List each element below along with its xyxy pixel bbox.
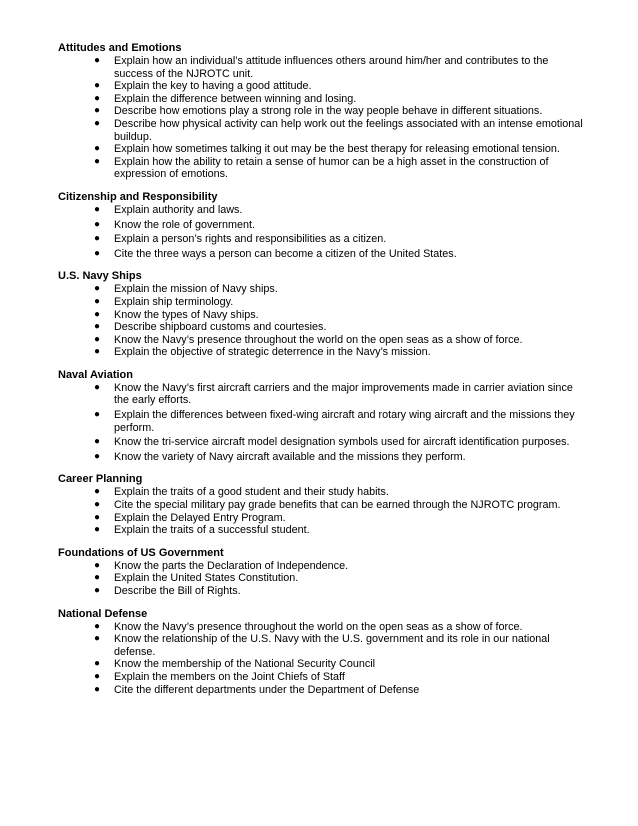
list-item-text: Know the parts the Declaration of Independence. xyxy=(114,559,349,572)
list-item-text: Know the tri-service aircraft model designation symbols used for aircraft identification purposes. xyxy=(114,436,570,449)
list-item xyxy=(94,218,583,232)
list-item-text: Explain ship terminology. xyxy=(114,295,234,308)
list-item xyxy=(94,203,583,217)
bullet-icon: ● xyxy=(94,585,101,596)
bullet-list xyxy=(58,283,583,359)
bullet-icon: ● xyxy=(94,620,101,632)
list-item xyxy=(94,247,583,261)
section xyxy=(58,608,583,697)
list-item xyxy=(94,620,583,634)
bullet-icon: ● xyxy=(94,143,101,155)
section xyxy=(58,473,583,536)
bullet-icon: ● xyxy=(94,658,101,670)
list-item-text: Describe the Bill of Rights. xyxy=(114,585,241,597)
section xyxy=(58,270,583,359)
section-heading: Naval Aviation xyxy=(58,368,133,381)
list-item xyxy=(94,511,583,525)
list-item-text: Cite the special military pay grade benefits that can be earned through the NJROTC program. xyxy=(114,499,561,512)
list-item-text: Know the role of government. xyxy=(114,218,256,231)
list-item xyxy=(94,381,583,407)
bullet-icon: ● xyxy=(94,511,101,523)
list-item xyxy=(94,105,583,118)
list-item xyxy=(94,295,583,309)
list-item-text: Describe how emotions play a strong role in the way people behave in different situations. xyxy=(114,105,543,118)
bullet-icon: ● xyxy=(94,80,101,92)
list-item-text: Explain the difference between winning and losing. xyxy=(114,92,357,105)
list-item xyxy=(94,233,583,246)
document-body xyxy=(58,42,583,706)
bullet-icon: ● xyxy=(94,233,101,245)
list-item-text: Explain the differences between fixed-wing aircraft and rotary wing aircraft and the missions they perform. xyxy=(114,409,575,434)
section-heading: Career Planning xyxy=(58,473,143,486)
bullet-icon: ● xyxy=(94,683,101,695)
list-item xyxy=(94,143,583,156)
bullet-icon: ● xyxy=(94,92,101,104)
bullet-list xyxy=(58,486,583,536)
list-item-text: Cite the different departments under the Department of Defense xyxy=(114,683,420,696)
bullet-icon: ● xyxy=(94,572,101,584)
list-item-text: Know the relationship of the U.S. Navy with the U.S. government and its role in our national defense. xyxy=(114,633,550,658)
bullet-icon: ● xyxy=(94,295,101,307)
list-item xyxy=(94,572,583,585)
bullet-icon: ● xyxy=(94,333,101,345)
list-item xyxy=(94,92,583,106)
section xyxy=(58,369,583,464)
section-heading: U.S. Navy Ships xyxy=(58,270,142,283)
list-item-text: Explain how sometimes talking it out may be the best therapy for releasing emotional tension. xyxy=(114,143,560,156)
section xyxy=(58,191,583,260)
bullet-icon: ● xyxy=(94,218,101,230)
bullet-icon: ● xyxy=(94,283,101,295)
list-item-text: Explain the objective of strategic deterrence in the Navy’s mission. xyxy=(114,346,431,359)
list-item xyxy=(94,633,583,658)
list-item xyxy=(94,308,583,322)
bullet-icon: ● xyxy=(94,559,101,571)
list-item-text: Explain the traits of a successful student. xyxy=(114,524,310,537)
list-item xyxy=(94,283,583,296)
section-heading: National Defense xyxy=(58,607,148,620)
list-item-text: Explain the mission of Navy ships. xyxy=(114,283,278,296)
list-item-text: Know the Navy’s presence throughout the world on the open seas as a show of force. xyxy=(114,333,523,346)
bullet-icon: ● xyxy=(94,321,101,333)
list-item xyxy=(94,321,583,334)
list-item xyxy=(94,409,583,434)
list-item xyxy=(94,683,583,697)
list-item xyxy=(94,658,583,671)
list-item-text: Describe how physical activity can help work out the feelings associated with an intense emotional buildup. xyxy=(114,117,583,143)
list-item xyxy=(94,585,583,598)
section xyxy=(58,547,583,598)
section-heading: Attitudes and Emotions xyxy=(58,42,182,54)
list-item xyxy=(94,333,583,347)
list-item-text: Explain the Delayed Entry Program. xyxy=(114,511,286,524)
bullet-list xyxy=(58,55,583,181)
list-item xyxy=(94,559,583,573)
list-item-text: Know the types of Navy ships. xyxy=(114,308,259,321)
bullet-icon: ● xyxy=(94,486,101,498)
bullet-icon: ● xyxy=(94,117,101,129)
list-item xyxy=(94,670,583,684)
bullet-list xyxy=(58,560,583,598)
list-item-text: Explain the key to having a good attitude. xyxy=(114,80,312,93)
bullet-icon: ● xyxy=(94,450,101,462)
bullet-icon: ● xyxy=(94,670,101,682)
bullet-icon: ● xyxy=(94,155,101,167)
list-item xyxy=(94,346,583,359)
bullet-list xyxy=(58,204,583,260)
list-item-text: Know the membership of the National Security Council xyxy=(114,658,376,671)
list-item xyxy=(94,524,583,537)
list-item-text: Explain authority and laws. xyxy=(114,203,243,216)
list-item xyxy=(94,155,583,181)
list-item xyxy=(94,486,583,499)
list-item-text: Know the Navy’s first aircraft carriers and the major improvements made in carrier aviation since the early efforts. xyxy=(114,381,573,407)
list-item-text: Explain how the ability to retain a sense of humor can be a high asset in the construction of expression of emotions. xyxy=(114,155,549,181)
bullet-icon: ● xyxy=(94,203,101,215)
list-item xyxy=(94,80,583,93)
section-heading: Foundations of US Government xyxy=(58,546,224,559)
bullet-icon: ● xyxy=(94,55,101,66)
list-item-text: Explain a person’s rights and responsibilities as a citizen. xyxy=(114,233,387,246)
section-heading: Citizenship and Responsibility xyxy=(58,190,218,203)
list-item-text: Explain the United States Constitution. xyxy=(114,572,299,585)
bullet-icon: ● xyxy=(94,381,101,393)
list-item xyxy=(94,55,583,80)
list-item-text: Know the variety of Navy aircraft available and the missions they perform. xyxy=(114,450,466,463)
list-item xyxy=(94,436,583,449)
bullet-icon: ● xyxy=(94,524,101,536)
bullet-icon: ● xyxy=(94,633,101,645)
list-item-text: Explain the traits of a good student and their study habits. xyxy=(114,486,389,499)
bullet-icon: ● xyxy=(94,436,101,448)
list-item-text: Cite the three ways a person can become a citizen of the United States. xyxy=(114,247,457,260)
section xyxy=(58,42,583,181)
list-item xyxy=(94,499,583,512)
list-item-text: Explain the members on the Joint Chiefs of Staff xyxy=(114,670,345,683)
list-item xyxy=(94,117,583,143)
bullet-icon: ● xyxy=(94,409,101,421)
bullet-icon: ● xyxy=(94,247,101,259)
bullet-list xyxy=(58,621,583,697)
list-item-text: Explain how an individual’s attitude influences others around him/her and contributes to the success of the NJROTC unit. xyxy=(114,55,549,80)
bullet-icon: ● xyxy=(94,105,101,117)
list-item-text: Describe shipboard customs and courtesies. xyxy=(114,321,327,334)
list-item-text: Know the Navy’s presence throughout the world on the open seas as a show of force. xyxy=(114,620,523,633)
bullet-list xyxy=(58,382,583,464)
bullet-icon: ● xyxy=(94,308,101,320)
list-item xyxy=(94,450,583,464)
bullet-icon: ● xyxy=(94,499,101,511)
bullet-icon: ● xyxy=(94,346,101,358)
